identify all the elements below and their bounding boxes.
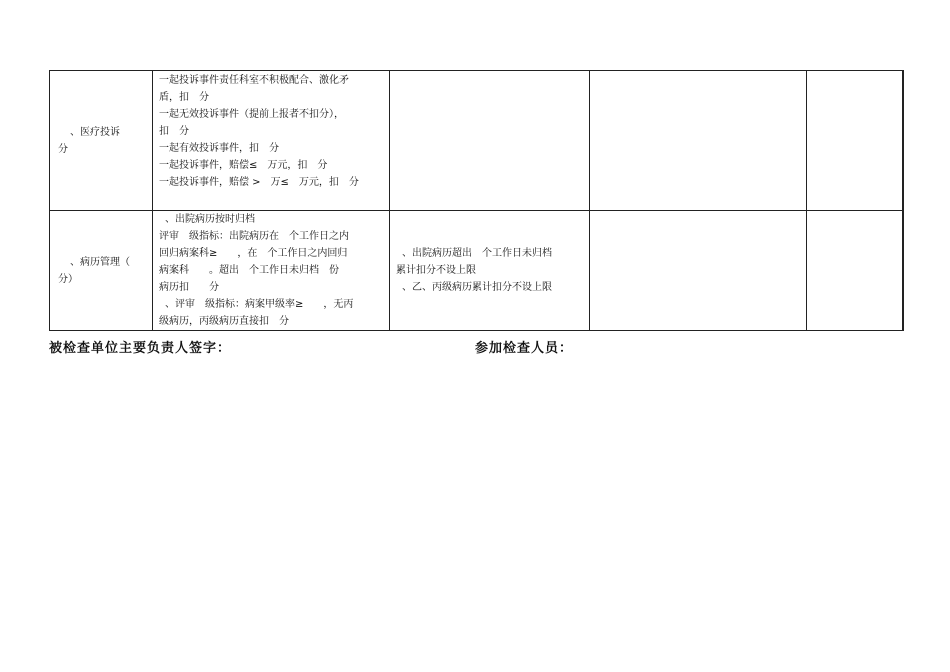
item-label-line: 分 (58, 143, 68, 155)
criteria-line: 一起投诉事件，赔偿 > 万≤ 万元，扣 分 (159, 177, 359, 188)
item-label-line: 分） (58, 273, 78, 285)
item-cell-complaints (50, 71, 153, 211)
remark-cell-complaints (807, 71, 903, 211)
criteria-line: 一起投诉事件，赔偿≤ 万元，扣 分 (159, 160, 328, 171)
criteria-line: 、出院病历按时归档 (165, 214, 255, 225)
inspector-signature-label: 参加检查人员： (475, 341, 574, 356)
inspected-unit-signature-label: 被检查单位主要负责人签字： (49, 341, 232, 356)
criteria-line: 回归病案科≥ ，在 个工作日之内回归 (159, 248, 348, 259)
item-cell-medical-records (50, 211, 153, 331)
criteria-line: 一起无效投诉事件（提前上报者不扣分）， (159, 109, 344, 120)
criteria-line: 评审 级指标：出院病历在 个工作日之内 (159, 231, 349, 242)
score-cell-medical-records (590, 211, 807, 331)
criteria-line: 病历扣 分 (159, 282, 219, 293)
note-line: 累计扣分不设上限 (396, 265, 476, 276)
criteria-cell-complaints (153, 71, 390, 211)
criteria-line: 一起投诉事件责任科室不积极配合、激化矛 (159, 75, 349, 86)
criteria-line: 病案科 。超出 个工作日未归档 份 (159, 265, 339, 276)
score-cell-complaints (590, 71, 807, 211)
table-row-complaints (50, 71, 903, 211)
item-label-line: 、医疗投诉 (70, 126, 120, 138)
criteria-line: 、评审 级指标：病案甲级率≥ ，无丙 (165, 299, 354, 310)
criteria-line: 级病历，丙级病历直接扣 分 (159, 316, 289, 327)
item-label-line: 、病历管理（ (70, 256, 130, 268)
remark-cell-medical-records (807, 211, 903, 331)
criteria-line: 扣 分 (159, 126, 189, 137)
note-line: 、出院病历超出 个工作日未归档 (402, 248, 552, 259)
note-line: 、乙、丙级病历累计扣分不设上限 (402, 282, 552, 293)
table-row-medical-records (50, 211, 903, 331)
note-cell-complaints (390, 71, 590, 211)
criteria-line: 一起有效投诉事件，扣 分 (159, 143, 279, 154)
note-cell-medical-records (390, 211, 590, 331)
criteria-cell-medical-records (153, 211, 390, 331)
criteria-line: 盾，扣 分 (159, 92, 209, 103)
evaluation-table (49, 70, 904, 331)
